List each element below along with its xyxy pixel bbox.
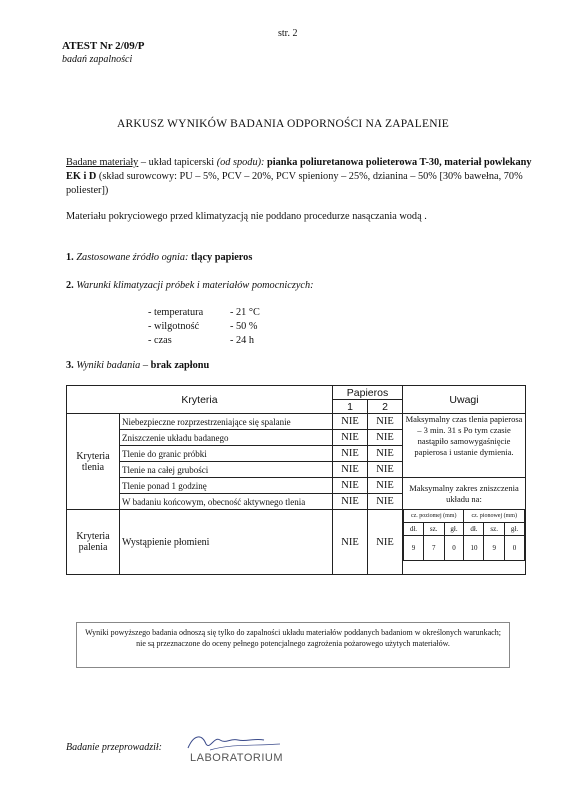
section-3 bbox=[66, 360, 209, 371]
criterion: Wystąpienie płomieni bbox=[120, 510, 333, 575]
header-kryteria: Kryteria bbox=[67, 386, 333, 414]
condition-row bbox=[148, 306, 260, 320]
criterion: Niebezpieczne rozprzestrzeniające się spalanie bbox=[120, 414, 333, 430]
value-2: NIE bbox=[368, 446, 403, 462]
value-2: NIE bbox=[368, 510, 403, 575]
value-1: NIE bbox=[333, 478, 368, 494]
materials-text-2: (skład surowcowy: PU – 5%, PCV – 20%, PCV spieniony – 25%, dzianina – 50% [30% bawełna, 70% poliester]) bbox=[66, 171, 523, 196]
criterion: Zniszczenie układu badanego bbox=[120, 430, 333, 446]
condition-name: - czas bbox=[148, 335, 172, 346]
criterion: W badaniu końcowym, obecność aktywnego tlenia bbox=[120, 494, 333, 510]
damage-table bbox=[403, 510, 525, 561]
uwagi-top: Maksymalny czas tlenia papierosa – 3 min. 31 s Po tym czasie nastąpiło samowygaśnięcie papierosa i ustanie dymienia. bbox=[403, 414, 526, 478]
header-papieros: Papieros bbox=[333, 386, 403, 400]
criterion: Tlenie do granic próbki bbox=[120, 446, 333, 462]
value-2: NIE bbox=[368, 430, 403, 446]
table-row bbox=[67, 510, 526, 575]
damage-extent bbox=[403, 510, 526, 575]
page-number: str. 2 bbox=[278, 28, 298, 39]
sub-head: dł. bbox=[404, 523, 424, 536]
value-2: NIE bbox=[368, 462, 403, 478]
sub-value: 9 bbox=[404, 536, 424, 561]
page-title: ARKUSZ WYNIKÓW BADANIA ODPORNOŚCI NA ZAPALENIE bbox=[117, 118, 449, 130]
section-3-number: 3. bbox=[66, 360, 74, 371]
conditions-list bbox=[148, 306, 260, 348]
materials-paragraph bbox=[66, 156, 536, 198]
condition-row bbox=[148, 320, 260, 334]
materials-text-1: – układ tapicerski bbox=[138, 157, 217, 168]
value-1: NIE bbox=[333, 494, 368, 510]
group-tlenia: Kryteria tlenia bbox=[67, 414, 120, 510]
table-row bbox=[67, 478, 526, 494]
header-sample-2: 2 bbox=[368, 400, 403, 414]
laboratory-stamp: LABORATORIUM bbox=[190, 752, 283, 764]
condition-row bbox=[148, 334, 260, 348]
sub-head: dł. bbox=[464, 523, 484, 536]
sub-head: gł. bbox=[505, 523, 525, 536]
table-row bbox=[67, 414, 526, 430]
section-3-label: Wyniki badania – bbox=[76, 360, 149, 371]
value-1: NIE bbox=[333, 510, 368, 575]
value-2: NIE bbox=[368, 478, 403, 494]
value-1: NIE bbox=[333, 430, 368, 446]
section-1-label: Zastosowane źródło ognia: bbox=[76, 252, 189, 263]
conditioning-note: Materiału pokryciowego przed klimatyzacją nie poddano procedurze nasączania wodą . bbox=[66, 211, 427, 222]
condition-value: - 21 °C bbox=[230, 307, 260, 318]
document-subtitle: badań zapalności bbox=[62, 54, 133, 65]
sub-value: 10 bbox=[464, 536, 484, 561]
condition-name: - temperatura bbox=[148, 307, 204, 318]
caption-horizontal: cz. poziomej (mm) bbox=[404, 510, 464, 523]
section-1-number: 1. bbox=[66, 252, 74, 263]
signature-scribble bbox=[180, 730, 290, 754]
signer-label: Badanie przeprowadził: bbox=[66, 742, 163, 753]
header-uwagi: Uwagi bbox=[403, 386, 526, 414]
sub-head: sz. bbox=[423, 523, 444, 536]
document-id: ATEST Nr 2/09/P bbox=[62, 40, 145, 52]
section-2-number: 2. bbox=[66, 280, 74, 291]
sub-head: gł. bbox=[444, 523, 464, 536]
value-2: NIE bbox=[368, 494, 403, 510]
condition-value: - 24 h bbox=[230, 335, 255, 346]
header-sample-1: 1 bbox=[333, 400, 368, 414]
uwagi-bottom: Maksymalny zakres zniszczenia układu na: bbox=[403, 478, 526, 510]
value-1: NIE bbox=[333, 446, 368, 462]
caption-vertical: cz. pionowej (mm) bbox=[464, 510, 525, 523]
sub-value: 0 bbox=[505, 536, 525, 561]
value-2: NIE bbox=[368, 414, 403, 430]
materials-bold: pianka poliuretanowa polieterowa T-30, materiał powlekany EK i D bbox=[66, 157, 532, 182]
section-3-value: brak zapłonu bbox=[150, 360, 210, 371]
condition-value: - 50 % bbox=[230, 321, 258, 332]
value-1: NIE bbox=[333, 462, 368, 478]
section-2-label: Warunki klimatyzacji próbek i materiałów pomocniczych: bbox=[76, 280, 314, 291]
criterion: Tlenie ponad 1 godzinę bbox=[120, 478, 333, 494]
results-table bbox=[66, 385, 526, 575]
criterion: Tlenie na całej grubości bbox=[120, 462, 333, 478]
section-1-value: tlący papieros bbox=[191, 252, 253, 263]
section-1 bbox=[66, 252, 252, 263]
group-palenia: Kryteria palenia bbox=[67, 510, 120, 575]
materials-label: Badane materiały bbox=[66, 157, 139, 168]
condition-name: - wilgotność bbox=[148, 321, 200, 332]
value-1: NIE bbox=[333, 414, 368, 430]
sub-value: 7 bbox=[423, 536, 444, 561]
sub-value: 9 bbox=[484, 536, 505, 561]
sub-value: 0 bbox=[444, 536, 464, 561]
disclaimer-note: Wyniki powyższego badania odnoszą się tylko do zapalności układu materiałów poddanych badaniom w określonych warunkach; nie są przeznaczone do oceny pełnego potencjalnego zagrożenia pożarowego użytych materiałów. bbox=[76, 622, 510, 668]
sub-head: sz. bbox=[484, 523, 505, 536]
materials-italic: (od spodu): bbox=[216, 157, 265, 168]
section-2 bbox=[66, 280, 314, 291]
